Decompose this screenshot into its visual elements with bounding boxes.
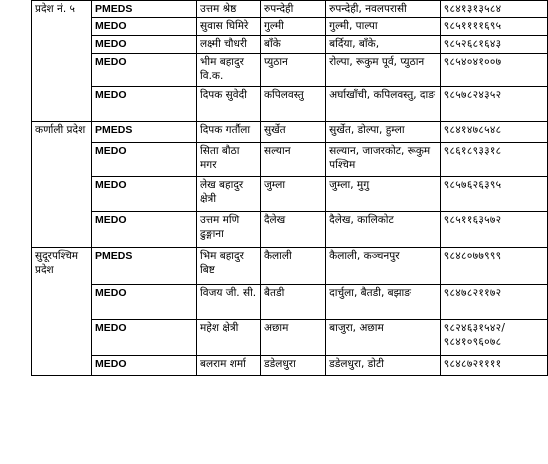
- phone-cell: ९८५२६८१६४३: [440, 36, 547, 54]
- table-row: [32, 54, 548, 87]
- table-row: [32, 18, 548, 36]
- officer-name-cell: महेश क्षेत्री: [197, 320, 261, 356]
- post-cell: PMEDS: [92, 122, 197, 143]
- coverage-area-cell: गुल्मी, पाल्पा: [326, 18, 441, 36]
- post-cell: MEDO: [92, 177, 197, 212]
- table-row: [32, 122, 548, 143]
- phone-cell: ९८५७८२४३५२: [440, 87, 547, 122]
- office-district-cell: कपिलवस्तु: [260, 87, 325, 122]
- coverage-area-cell: जुम्ला, मुगु: [326, 177, 441, 212]
- office-district-cell: दैलेख: [260, 212, 325, 248]
- phone-cell: ९८४१३१३५८४: [440, 1, 547, 18]
- phone-cell: ९८४८७२११११: [440, 356, 547, 376]
- coverage-area-cell: बाजुरा, अछाम: [326, 320, 441, 356]
- table-row: [32, 1, 548, 18]
- office-district-cell: बैतडी: [260, 285, 325, 320]
- medo-contact-table: [31, 0, 548, 376]
- coverage-area-cell: सल्यान, जाजरकोट, रूकुम पश्चिम: [326, 143, 441, 177]
- post-cell: MEDO: [92, 36, 197, 54]
- office-district-cell: कैलाली: [260, 248, 325, 285]
- coverage-area-cell: दार्चुला, बैतडी, बझाङ: [326, 285, 441, 320]
- table-body: [32, 1, 548, 376]
- province-cell: कर्णाली प्रदेश: [32, 122, 92, 248]
- table-row: [32, 248, 548, 285]
- post-cell: MEDO: [92, 87, 197, 122]
- officer-name-cell: विजय जी. सी.: [197, 285, 261, 320]
- coverage-area-cell: रुपन्देही, नवलपरासी: [326, 1, 441, 18]
- coverage-area-cell: रोल्पा, रूकुम पूर्व, प्युठान: [326, 54, 441, 87]
- table-row: [32, 320, 548, 356]
- phone-cell: ९८४८०७७९९९: [440, 248, 547, 285]
- officer-name-cell: बलराम शर्मा: [197, 356, 261, 376]
- coverage-area-cell: कैलाली, कञ्चनपुर: [326, 248, 441, 285]
- phone-cell: ९८५११११६९५: [440, 18, 547, 36]
- officer-name-cell: लक्ष्मी चौधरी: [197, 36, 261, 54]
- officer-name-cell: उत्तम मणि ढुङ्गाना: [197, 212, 261, 248]
- table-row: [32, 87, 548, 122]
- office-district-cell: बाँके: [260, 36, 325, 54]
- table-row: [32, 36, 548, 54]
- office-district-cell: डडेलधुरा: [260, 356, 325, 376]
- office-district-cell: सल्यान: [260, 143, 325, 177]
- officer-name-cell: दिपक गर्तौला: [197, 122, 261, 143]
- coverage-area-cell: डडेलधुरा, डोटी: [326, 356, 441, 376]
- phone-cell: ९८४७८२११७२: [440, 285, 547, 320]
- phone-cell: ९८५११६३५७२: [440, 212, 547, 248]
- post-cell: PMEDS: [92, 1, 197, 18]
- post-cell: MEDO: [92, 212, 197, 248]
- phone-cell: ९८६१८९३३१८: [440, 143, 547, 177]
- office-district-cell: जुम्ला: [260, 177, 325, 212]
- post-cell: MEDO: [92, 356, 197, 376]
- post-cell: MEDO: [92, 54, 197, 87]
- officer-name-cell: भीम बहादुर वि.क.: [197, 54, 261, 87]
- table-row: [32, 143, 548, 177]
- phone-cell: ९८५४०४१००७: [440, 54, 547, 87]
- post-cell: PMEDS: [92, 248, 197, 285]
- table-row: [32, 212, 548, 248]
- officer-name-cell: भिम बहादुर बिष्ट: [197, 248, 261, 285]
- coverage-area-cell: दैलेख, कालिकोट: [326, 212, 441, 248]
- coverage-area-cell: बर्दिया, बाँके,: [326, 36, 441, 54]
- coverage-area-cell: सुर्खेत, डोल्पा, हुम्ला: [326, 122, 441, 143]
- office-district-cell: सुर्खेत: [260, 122, 325, 143]
- phone-cell: ९८४१४७८५४८: [440, 122, 547, 143]
- table-row: [32, 177, 548, 212]
- office-district-cell: रुपन्देही: [260, 1, 325, 18]
- office-district-cell: प्युठान: [260, 54, 325, 87]
- phone-cell: ९८५७६२६३९५: [440, 177, 547, 212]
- post-cell: MEDO: [92, 143, 197, 177]
- officer-name-cell: सुवास घिमिरे: [197, 18, 261, 36]
- post-cell: MEDO: [92, 18, 197, 36]
- office-district-cell: गुल्मी: [260, 18, 325, 36]
- officer-name-cell: उत्तम श्रेष्ठ: [197, 1, 261, 18]
- coverage-area-cell: अर्घाखाँची, कपिलवस्तु, दाङ: [326, 87, 441, 122]
- province-cell: प्रदेश नं. ५: [32, 1, 92, 122]
- post-cell: MEDO: [92, 320, 197, 356]
- table-row: [32, 356, 548, 376]
- table-row: [32, 285, 548, 320]
- phone-cell: ९८२४६३१५४२/ ९८४१०९६०७८: [440, 320, 547, 356]
- office-district-cell: अछाम: [260, 320, 325, 356]
- officer-name-cell: सिता बौठा मगर: [197, 143, 261, 177]
- province-cell: सुदूरपश्चिम प्रदेश: [32, 248, 92, 376]
- post-cell: MEDO: [92, 285, 197, 320]
- officer-name-cell: लेख बहादुर क्षेत्री: [197, 177, 261, 212]
- officer-name-cell: दिपक सुवेदी: [197, 87, 261, 122]
